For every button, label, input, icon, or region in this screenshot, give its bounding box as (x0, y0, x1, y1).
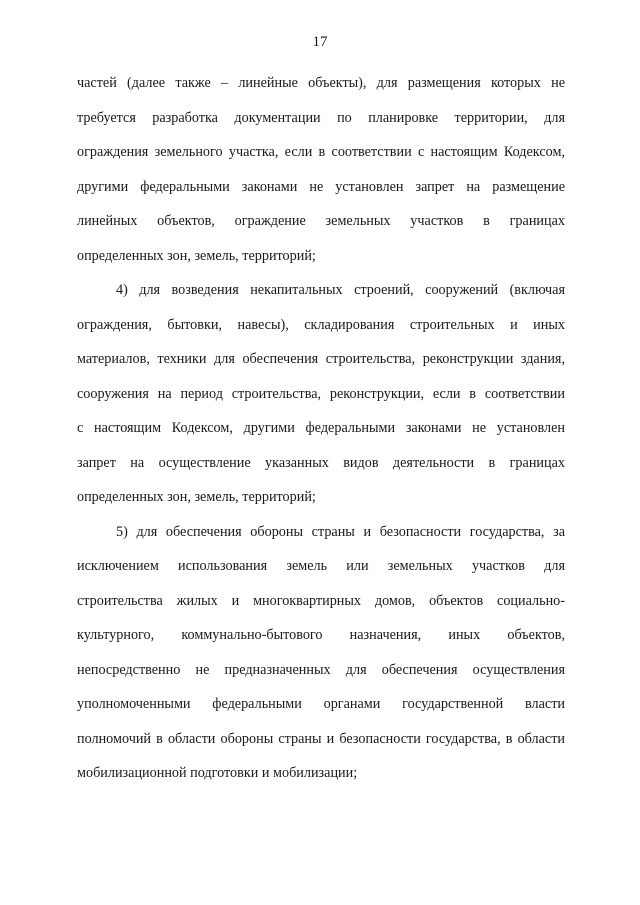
body-text (77, 70, 565, 795)
text-line: определенных зон, земель, территорий; (77, 247, 316, 264)
paragraph-1 (77, 70, 565, 277)
text-line: непосредственно не предназначенных для обеспечения осуществления (77, 661, 565, 678)
text-line: культурного, коммунально-бытового назначения, иных объектов, (77, 627, 565, 643)
text-line: сооружения на период строительства, реконструкции, если в соответствии (77, 385, 565, 402)
text-line: частей (далее также – линейные объекты), для размещения которых не (77, 75, 565, 91)
text-line: ограждения, бытовки, навесы), складирования строительных и иных (77, 316, 565, 333)
text-line: определенных зон, земель, территорий; (77, 489, 316, 505)
page-number: 17 (312, 34, 328, 50)
text-line: мобилизационной подготовки и мобилизации; (77, 765, 358, 781)
text-line: уполномоченными федеральными органами государственной власти (77, 696, 565, 712)
text-line: 5) для обеспечения обороны страны и безопасности государства, за (116, 523, 565, 540)
text-line: полномочий в области обороны страны и безопасности государства, в области (77, 730, 565, 747)
text-line: ограждения земельного участка, если в соответствии с настоящим Кодексом, (77, 144, 565, 160)
text-line: с настоящим Кодексом, другими федеральными законами не установлен (77, 420, 565, 436)
text-line: другими федеральными законами не установлен запрет на размещение (77, 178, 565, 195)
text-line: линейных объектов, ограждение земельных участков в границах (77, 213, 565, 229)
text-line: строительства жилых и многоквартирных домов, объектов социально- (77, 592, 565, 609)
paragraph-item-5 (77, 519, 565, 795)
paragraph-item-4 (77, 277, 565, 519)
text-line: 4) для возведения некапитальных строений, сооружений (включая (116, 282, 565, 298)
text-line: материалов, техники для обеспечения строительства, реконструкции здания, (77, 351, 565, 367)
text-line: исключением использования земель или земельных участков для (77, 558, 565, 574)
text-line: требуется разработка документации по планировке территории, для (77, 109, 565, 126)
text-line: запрет на осуществление указанных видов деятельности в границах (77, 454, 565, 471)
